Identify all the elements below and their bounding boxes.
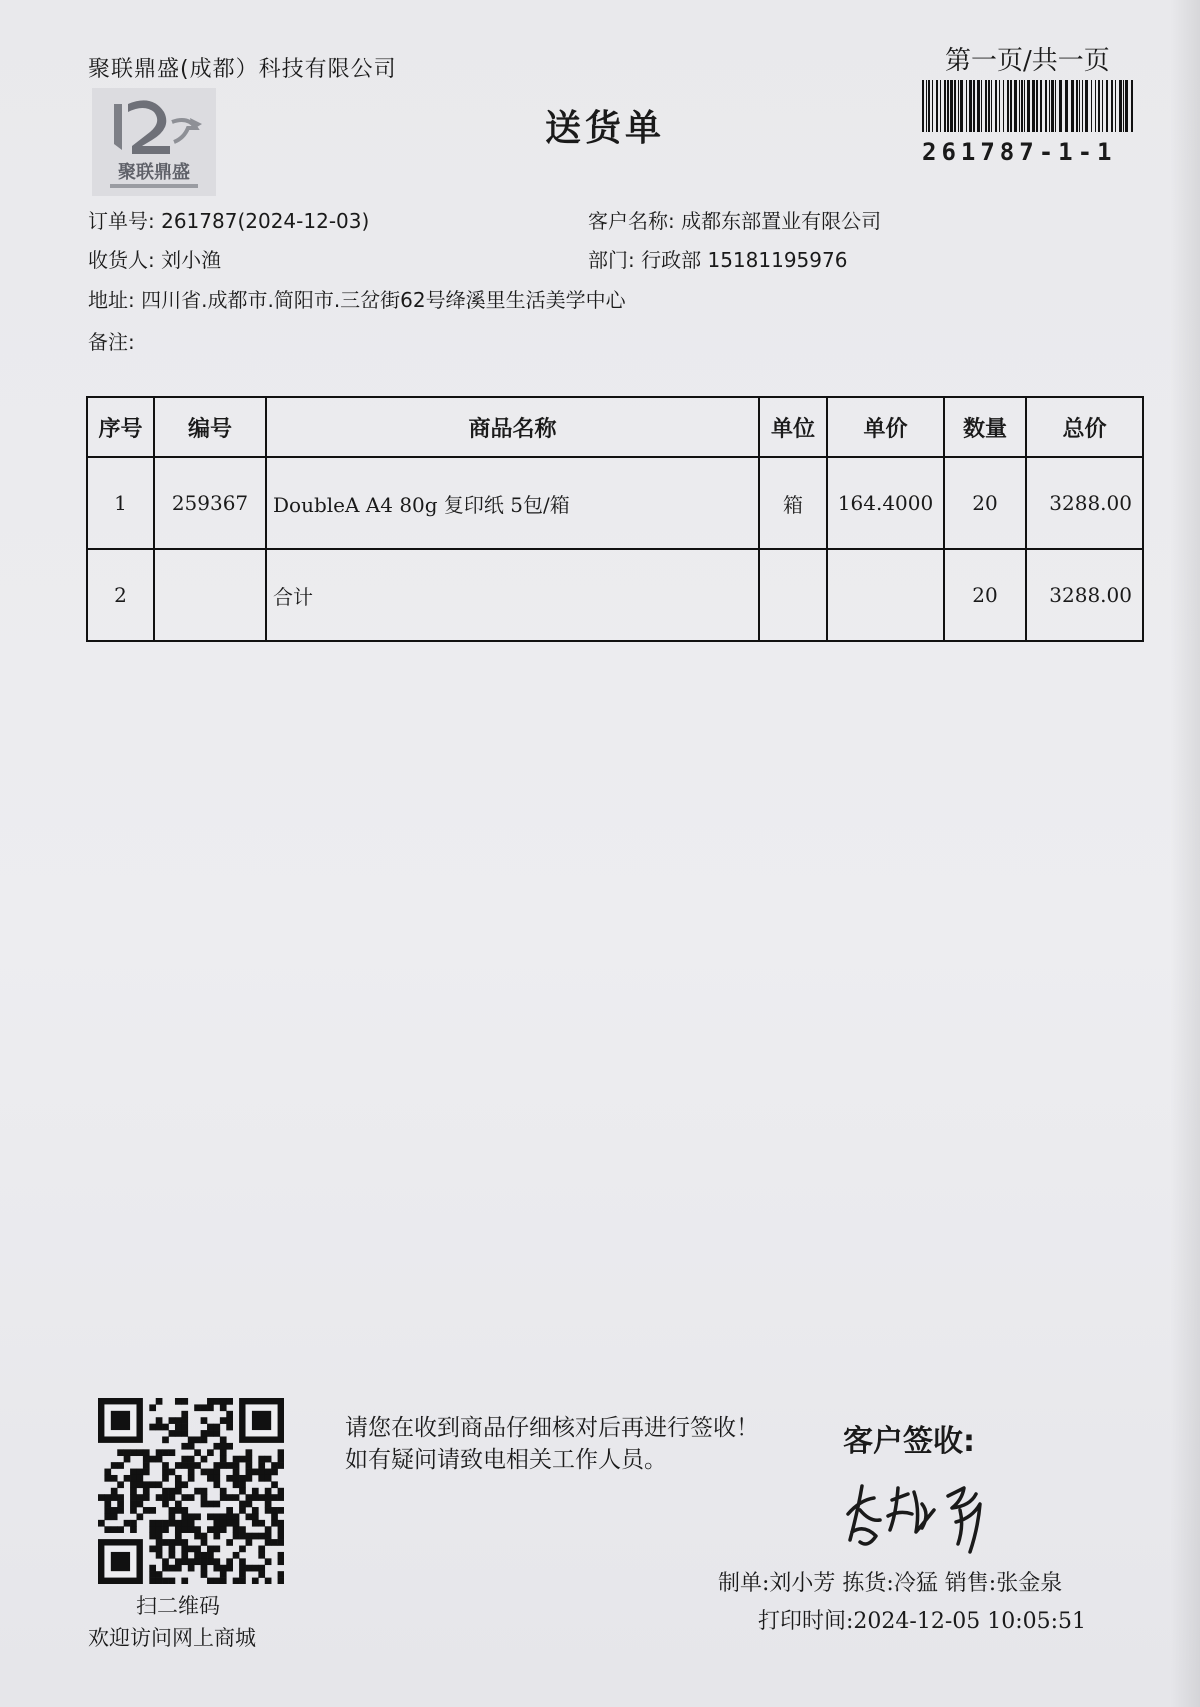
qr-caption-scan: 扫二维码 — [136, 1594, 220, 1618]
cell-total: 3288.00 — [1026, 549, 1143, 641]
remark-label: 备注: — [88, 330, 135, 354]
print-timestamp: 打印时间:2024-12-05 10:05:51 — [758, 1609, 1087, 1634]
receiver-field — [88, 244, 221, 273]
customer-signature — [830, 1470, 1030, 1560]
department-label: 部门: — [588, 248, 635, 272]
table-row — [87, 549, 1143, 641]
cell-seq: 1 — [87, 457, 154, 549]
address-value: 四川省.成都市.简阳市.三岔街62号绛溪里生活美学中心 — [141, 288, 626, 312]
page-indicator: 第一页/共一页 — [945, 46, 1110, 76]
barcode-icon — [920, 80, 1138, 132]
table-row — [87, 457, 1143, 549]
address-label: 地址: — [88, 288, 135, 312]
cell-unit: 箱 — [759, 457, 827, 549]
customer-field — [588, 205, 881, 234]
order-number-field — [88, 205, 369, 234]
barcode-number: 261787-1-1 — [922, 138, 1117, 166]
cell-total: 3288.00 — [1026, 457, 1143, 549]
remark-field — [88, 326, 135, 355]
header-product-name: 商品名称 — [266, 397, 759, 457]
cell-unit — [759, 549, 827, 641]
logo-mark-icon — [92, 88, 216, 196]
header-quantity: 数量 — [944, 397, 1026, 457]
customer-signature-label: 客户签收: — [843, 1424, 975, 1459]
header-unit: 单位 — [759, 397, 827, 457]
cell-code: 259367 — [154, 457, 266, 549]
items-table — [86, 396, 1144, 642]
company-logo — [92, 88, 216, 196]
header-seq: 序号 — [87, 397, 154, 457]
cell-unit-price: 164.4000 — [827, 457, 944, 549]
receipt-notice: 请您在收到商品仔细核对后再进行签收！如有疑问请致电相关工作人员。 — [345, 1415, 759, 1473]
company-name: 聚联鼎盛(成都）科技有限公司 — [88, 57, 397, 82]
department-value: 行政部 15181195976 — [641, 248, 848, 272]
svg-text:聚联鼎盛: 聚联鼎盛 — [118, 162, 190, 183]
cell-code — [154, 549, 266, 641]
cell-unit-price — [827, 549, 944, 641]
customer-value: 成都东部置业有限公司 — [681, 209, 882, 233]
header-total: 总价 — [1026, 397, 1143, 457]
cell-quantity: 20 — [944, 457, 1026, 549]
cell-seq: 2 — [87, 549, 154, 641]
header-code: 编号 — [154, 397, 266, 457]
receiver-value: 刘小渔 — [161, 248, 222, 272]
qr-code — [98, 1398, 284, 1584]
cell-product-name: 合计 — [266, 549, 759, 641]
address-field — [88, 284, 626, 313]
department-field — [588, 244, 847, 273]
document-title: 送货单 — [545, 108, 666, 149]
qr-code-icon — [98, 1398, 284, 1584]
header-unit-price: 单价 — [827, 397, 944, 457]
qr-caption-welcome: 欢迎访问网上商城 — [88, 1626, 256, 1650]
staff-info: 制单:刘小芳 拣货:冷猛 销售:张金泉 — [718, 1571, 1063, 1596]
order-value: 261787(2024-12-03) — [161, 209, 370, 233]
customer-label: 客户名称: — [588, 209, 675, 233]
barcode — [920, 80, 1138, 132]
cell-quantity: 20 — [944, 549, 1026, 641]
receiver-label: 收货人: — [88, 248, 155, 272]
cell-product-name: DoubleA A4 80g 复印纸 5包/箱 — [266, 457, 759, 549]
order-label: 订单号: — [88, 209, 155, 233]
table-header-row — [87, 397, 1143, 457]
handwritten-signature-icon — [830, 1470, 1030, 1560]
